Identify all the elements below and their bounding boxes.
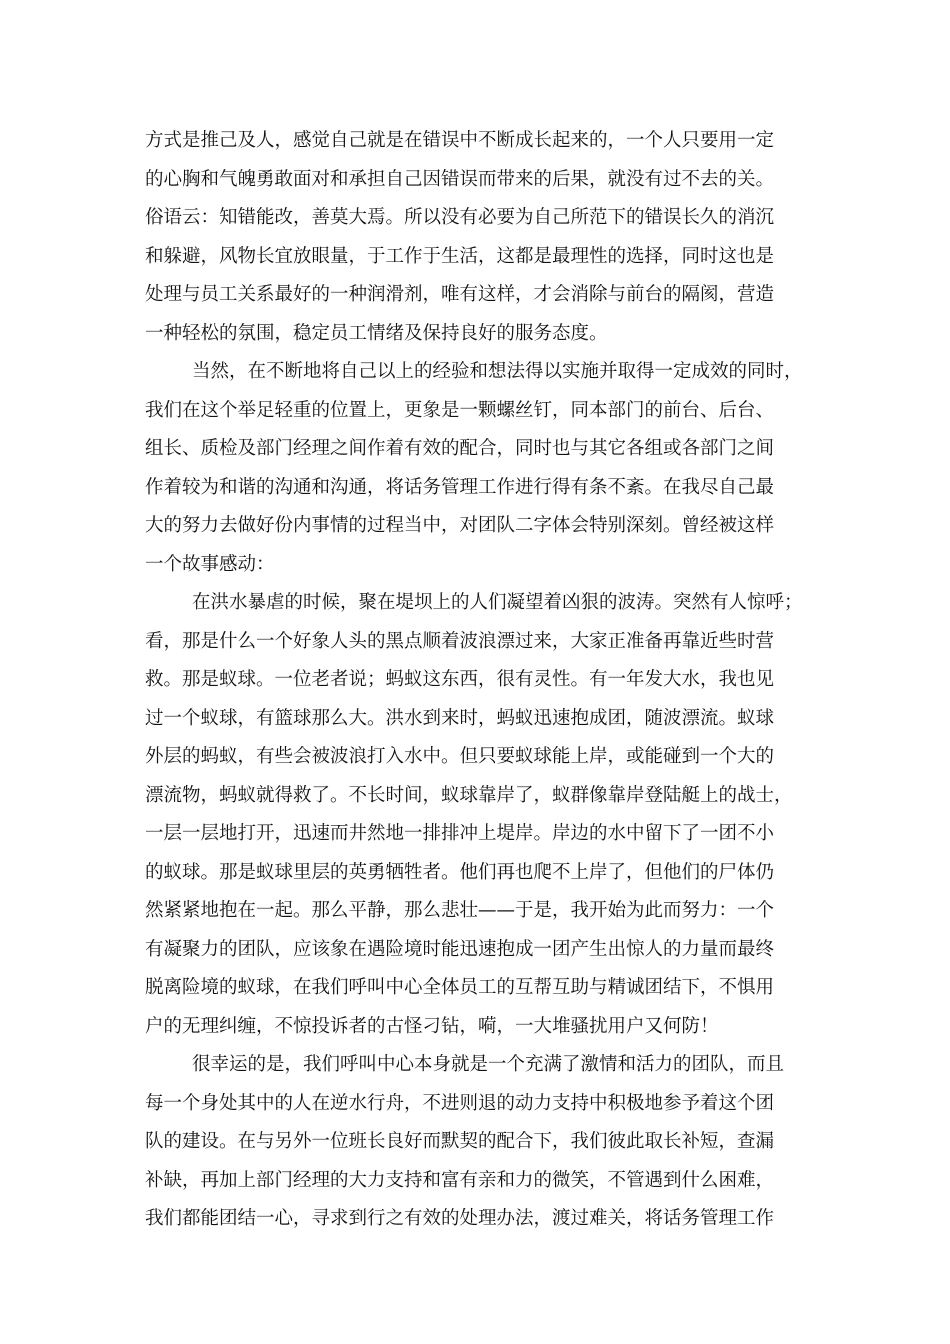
text-line: 作着较为和谐的沟通和沟通，将话务管理工作进行得有条不紊。在我尽自己最 <box>145 476 775 498</box>
text-line: 然紧紧地抱在一起。那么平静，那么悲壮——于是，我开始为此而努力：一个 <box>145 900 775 921</box>
text-line: 的心胸和气魄勇敢面对和承担自己因错误而带来的后果，就没有过不去的关。 <box>145 168 775 190</box>
text-line: 当然，在不断地将自己以上的经验和想法得以实施并取得一定成效的同时， <box>192 361 803 382</box>
text-line: 漂流物，蚂蚁就得救了。不长时间，蚁球靠岸了，蚁群像靠岸登陆艇上的战士， <box>145 784 793 806</box>
text-line: 我们都能团结一心，寻求到行之有效的处理办法，渡过难关，将话务管理工作 <box>145 1208 775 1229</box>
text-line: 方式是推己及人，感觉自己就是在错误中不断成长起来的，一个人只要用一定 <box>145 130 775 151</box>
text-line: 俗语云：知错能改，善莫大焉。所以没有必要为自己所范下的错误长久的消沉 <box>145 207 775 228</box>
text-line: 脱离险境的蚁球，在我们呼叫中心全体员工的互帮互助与精诚团结下，不惧用 <box>145 977 775 998</box>
text-line: 外层的蚂蚁，有些会被波浪打入水中。但只要蚁球能上岸，或能碰到一个大的 <box>145 746 775 767</box>
text-line: 大的努力去做好份内事情的过程当中，对团队二字体会特别深刻。曾经被这样 <box>145 515 775 536</box>
text-line: 补缺，再加上部门经理的大力支持和富有亲和力的微笑，不管遇到什么困难， <box>145 1169 775 1191</box>
text-line: 队的建设。在与另外一位班长良好而默契的配合下，我们彼此取长补短，查漏 <box>145 1131 775 1152</box>
text-line: 和躲避，风物长宜放眼量，于工作于生活，这都是最理性的选择，同时这也是 <box>145 245 775 267</box>
text-line: 看，那是什么一个好象人头的黑点顺着波浪漂过来，大家正准备再靠近些时营 <box>145 630 775 652</box>
text-line: 有凝聚力的团队，应该象在遇险境时能迅速抱成一团产生出惊人的力量而最终 <box>145 938 775 960</box>
text-line: 很幸运的是，我们呼叫中心本身就是一个充满了激情和活力的团队，而且 <box>192 1054 785 1075</box>
text-line: 一种轻松的氛围，稳定员工情绪及保持良好的服务态度。 <box>145 322 608 344</box>
text-line: 每一个身处其中的人在逆水行舟，不进则退的动力支持中积极地参予着这个团 <box>145 1092 775 1114</box>
text-line: 组长、质检及部门经理之间作着有效的配合，同时也与其它各组或各部门之间 <box>145 438 775 459</box>
text-line: 救。那是蚁球。一位老者说；蚂蚁这东西，很有灵性。有一年发大水，我也见 <box>145 669 775 690</box>
text-line: 过一个蚁球，有篮球那么大。洪水到来时，蚂蚁迅速抱成团，随波漂流。蚁球 <box>145 707 775 729</box>
text-line: 的蚁球。那是蚁球里层的英勇牺牲者。他们再也爬不上岸了，但他们的尸体仍 <box>145 861 775 883</box>
text-line: 在洪水暴虐的时候，聚在堤坝上的人们凝望着凶狠的波涛。突然有人惊呼； <box>192 592 803 613</box>
text-line: 一个故事感动： <box>145 553 275 575</box>
text-line: 一层一层地打开，迅速而井然地一排排冲上堤岸。岸边的水中留下了一团不小 <box>145 823 775 844</box>
text-line: 我们在这个举足轻重的位置上，更象是一颗螺丝钉，同本部门的前台、后台、 <box>145 399 775 421</box>
text-line: 户的无理纠缠，不惊投诉者的古怪刁钻，嗬，一大堆骚扰用户又何防！ <box>145 1015 719 1037</box>
document-body <box>145 122 815 1239</box>
text-line: 处理与员工关系最好的一种润滑剂，唯有这样，才会消除与前台的隔阂，营造 <box>145 284 775 305</box>
